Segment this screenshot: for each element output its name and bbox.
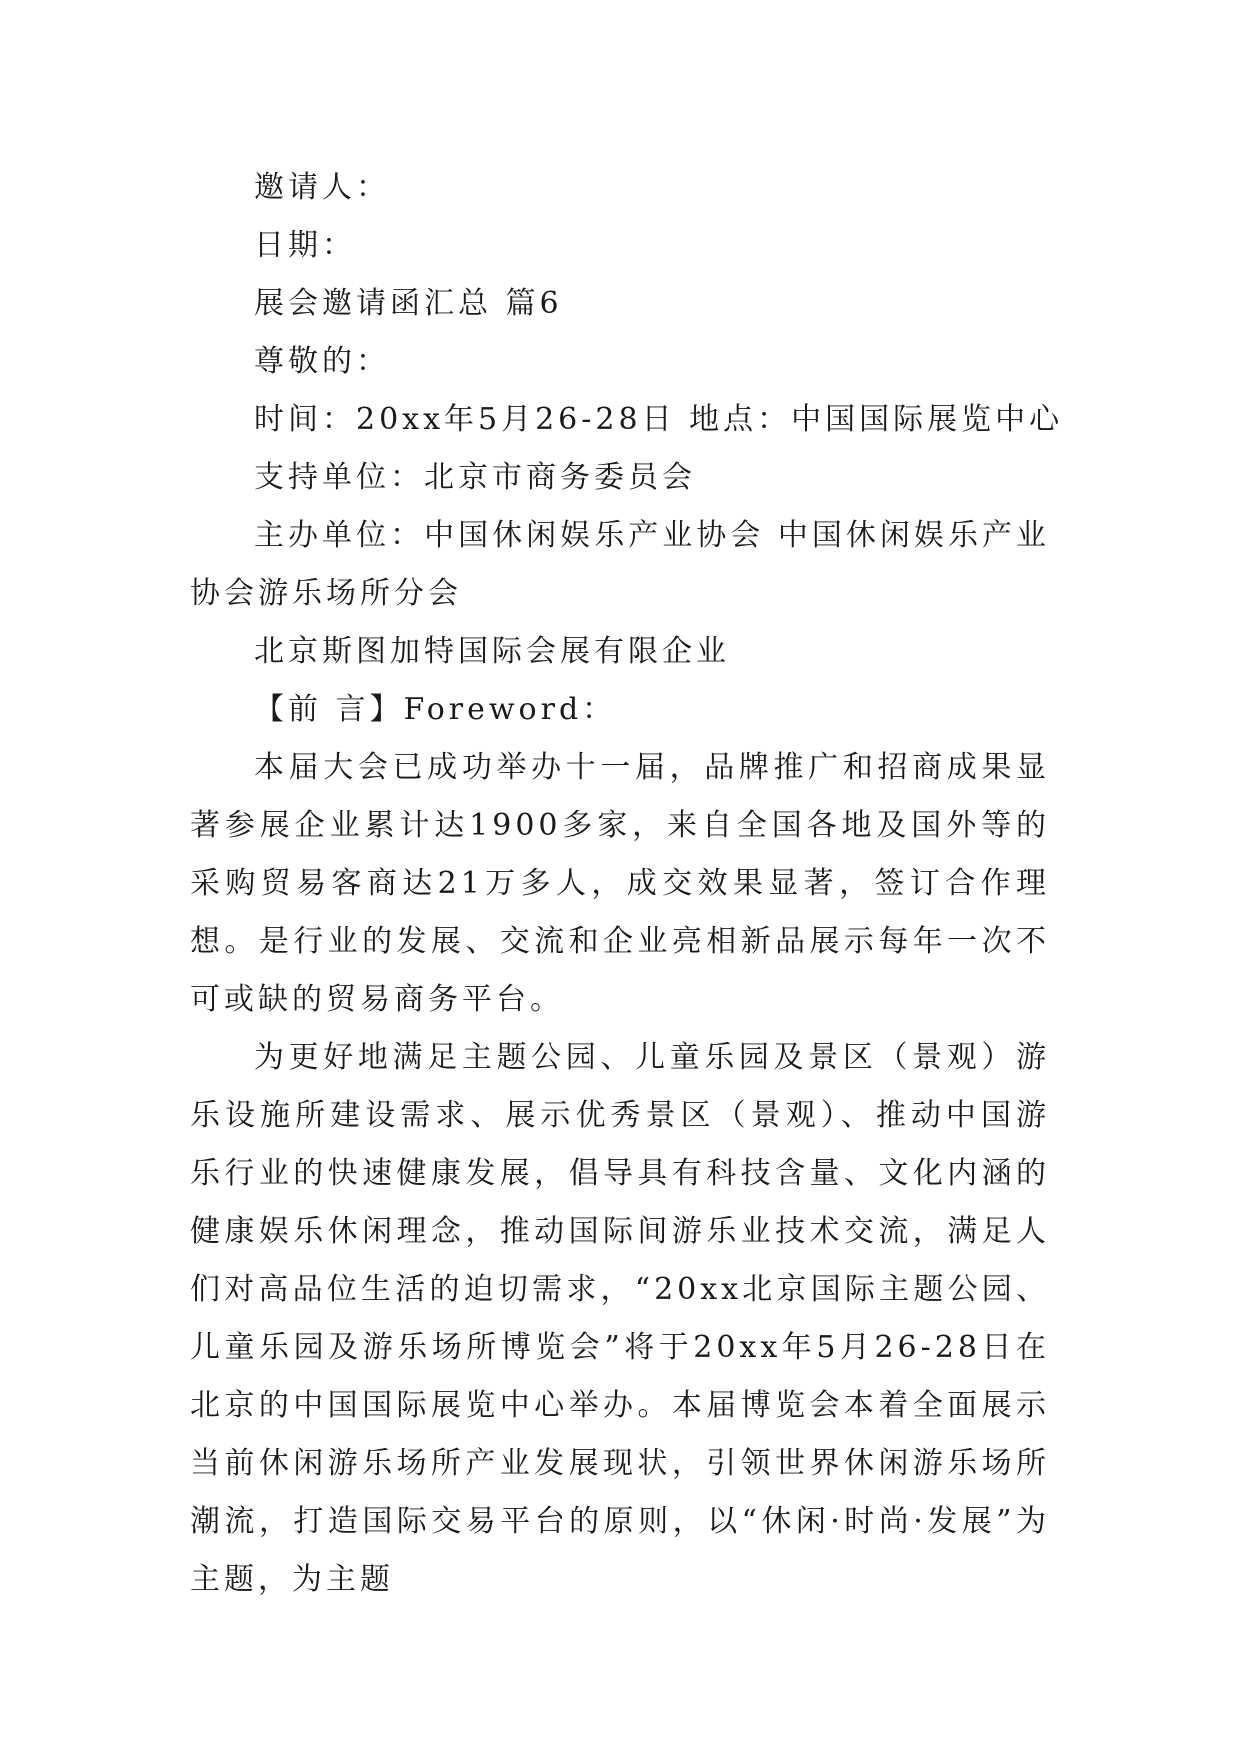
organizer-paragraph: 主办单位：中国休闲娱乐产业协会 中国休闲娱乐产业协会游乐场所分会 — [190, 518, 1050, 611]
time-location-line: 时间：20xx年5月26-28日 地点：中国国际展览中心 — [254, 402, 1064, 437]
inviter-line: 邀请人： — [254, 170, 390, 205]
date-line: 日期： — [254, 228, 356, 263]
foreword-heading: 【前 言】Foreword： — [254, 692, 617, 727]
foreword-paragraph-2: 为更好地满足主题公园、儿童乐园及景区（景观）游乐设施所建设需求、展示优秀景区（景观）、推动中国游乐行业的快速健康发展，倡导具有科技含量、文化内涵的健康娱乐休闲理念，推动国际间游乐业技术交流，满足人们对高品位生活的迫切需求，“20xx北京国际主题公园、儿童乐园及游乐场所博览会”将于20xx年5月26-28日在北京的中国国际展览中心举办。本届博览会本着全面展示当前休闲游乐场所产业发展现状，引领世界休闲游乐场所潮流，打造国际交易平台的原则，以“休闲·时尚·发展”为主题，为主题 — [190, 1040, 1050, 1597]
foreword-paragraph-1: 本届大会已成功举办十一届，品牌推广和招商成果显著参展企业累计达1900多家，来自全国各地及国外等的采购贸易客商达21万多人，成交效果显著，签订合作理想。是行业的发展、交流和企业亮相新品展示每年一次不可或缺的贸易商务平台。 — [190, 750, 1050, 1017]
section-title: 展会邀请函汇总 篇6 — [254, 286, 563, 321]
co-organizer-line: 北京斯图加特国际会展有限企业 — [254, 634, 730, 669]
salutation-line: 尊敬的： — [254, 344, 390, 379]
document-body — [190, 159, 1064, 1609]
supporter-line: 支持单位：北京市商务委员会 — [254, 460, 696, 495]
